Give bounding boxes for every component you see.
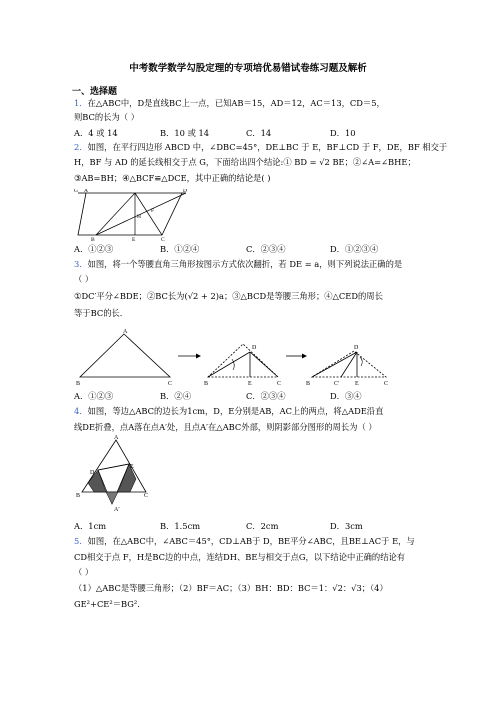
q3-option-d: D．③④ — [330, 391, 362, 401]
q3-line-1 — [74, 258, 402, 270]
q1-number: 1． — [74, 98, 88, 108]
q3-text-2: （ ） — [74, 274, 94, 284]
q5-text-1: 如图，在△ABC中，∠ABC＝45°，CD⊥AB于 D，BE平分∠ABC，且BE⊥AC于 E，与 — [87, 536, 415, 546]
page-title: 中考数学数学勾股定理的专项培优易错试卷练习题及解析 — [129, 63, 367, 74]
q2-option-c: C．②③④ — [246, 244, 286, 254]
q3-folding-figures — [74, 326, 404, 388]
q2-label-a: A — [84, 189, 88, 194]
q4-text-1: 如图，等边△ABC的边长为1cm，D，E分别是AB，AC上的两点，将△ADE沿直 — [87, 406, 384, 416]
q4-label-e: E — [130, 464, 134, 470]
q4-label-a: A — [114, 435, 119, 441]
q2-label-e: E — [132, 237, 136, 241]
q2-number: 2． — [74, 142, 88, 152]
q4-triangle-fold-figure — [74, 434, 164, 514]
q5-text-4: （1）△ABC是等腰三角形；（2）BF＝AC；（3）BH：BD：BC＝1：√2：√3；（4） — [74, 583, 388, 593]
q3-option-a: A．①②③ — [74, 391, 114, 401]
q3-fig3-label-c: C — [384, 381, 389, 387]
q5-text-2: CD相交于点 F，H是BC边的中点，连结DH、BE与相交于点G，以下结论中正确的结论有 — [74, 552, 406, 562]
q4-option-b: B．1.5cm — [160, 521, 201, 531]
q3-fig3-label-d: D — [354, 345, 359, 351]
q2-line-1 — [74, 141, 447, 153]
q4-option-d: D．3cm — [330, 521, 363, 531]
q1-option-a: A．4 或 14 — [74, 128, 118, 138]
q3-text-4: 等于BC的长． — [74, 308, 129, 318]
q4-line-1 — [74, 405, 383, 417]
q2-label-c: C — [161, 237, 165, 241]
q3-fig2-label-c: C — [277, 381, 282, 387]
q4-text-2: 线DE折叠，点A落在点A′处，且点A′在△ABC外部，则阴影部分图形的周长为（ ） — [74, 422, 377, 432]
q5-text-3: （ ） — [74, 567, 94, 577]
q4-label-a-prime: A′ — [114, 507, 120, 513]
q3-fig3-label-c-prime: C′ — [334, 381, 340, 387]
q4-label-c: C — [144, 493, 149, 499]
q1-text-1: 在△ABC中，D是直线BC上一点，已知AB＝15，AD＝12，AC＝13，CD＝5， — [87, 98, 385, 108]
q2-label-g: G — [74, 189, 78, 194]
q3-option-c: C．②③④ — [246, 391, 286, 401]
q3-fig2-label-b: B — [204, 381, 209, 387]
q1-text-2: 则BC的长为（ ） — [74, 112, 140, 122]
q4-number: 4． — [74, 406, 88, 416]
q4-option-c: C．2cm — [246, 521, 279, 531]
q2-option-b: B．①②④ — [160, 244, 200, 254]
q3-fig1-label-a: A — [123, 329, 128, 335]
q2-label-f: F — [151, 208, 155, 214]
q2-text-3: ③AB=BH；④△BCF≌△DCE，其中正确的结论是( ) — [74, 173, 271, 183]
q2-parallelogram-figure — [74, 189, 194, 241]
q2-label-d: D — [183, 189, 187, 194]
q2-text-1: 如图，在平行四边形 ABCD 中，∠DBC=45°，DE⊥BC 于 E，BF⊥CD 于 F，DE，BF 相交于 — [87, 142, 448, 152]
q2-option-a: A．①②③ — [74, 244, 114, 254]
q5-text-5: GE²+CE²＝BG². — [74, 599, 140, 609]
q2-option-d: D．①②③④ — [330, 244, 379, 254]
q5-line-1 — [74, 535, 415, 547]
q2-text-2: H，BF 与 AD 的延长线相交于点 G，下面给出四个结论:① BD = √2 BE；②∠A=∠BHE； — [74, 157, 416, 167]
q4-label-b: B — [76, 493, 81, 499]
section-heading: 一、选择题 — [72, 87, 118, 97]
q1-option-d: D．10 — [330, 128, 356, 138]
q1-line-1 — [74, 97, 385, 109]
q2-label-h: H — [137, 214, 141, 220]
q2-label-b: B — [91, 237, 95, 241]
q3-text-1: 如图，将一个等腰直角三角形按图示方式依次翻折，若 DE = a，则下列说法正确的是 — [87, 259, 403, 269]
q3-fig1-label-b: B — [76, 381, 81, 387]
q4-label-d: D — [90, 470, 95, 476]
q3-option-b: B．②④ — [160, 391, 191, 401]
q1-option-c: C．14 — [246, 128, 272, 138]
q3-text-3: ①DC′平分∠BDE；②BC长为(√2 + 2)a；③△BCD是等腰三角形；④△CED的周长 — [74, 291, 383, 301]
q3-fig3-label-e: E — [355, 381, 359, 387]
q4-option-a: A．1cm — [74, 521, 107, 531]
q3-fig1-label-c: C — [168, 381, 173, 387]
q3-fig2-label-e: E — [248, 381, 252, 387]
q3-fig2-label-d: D — [252, 345, 257, 351]
q5-number: 5． — [74, 536, 88, 546]
q3-number: 3． — [74, 259, 88, 269]
q3-fig3-label-b: B — [306, 381, 311, 387]
q1-option-b: B．10 或 14 — [160, 128, 210, 138]
